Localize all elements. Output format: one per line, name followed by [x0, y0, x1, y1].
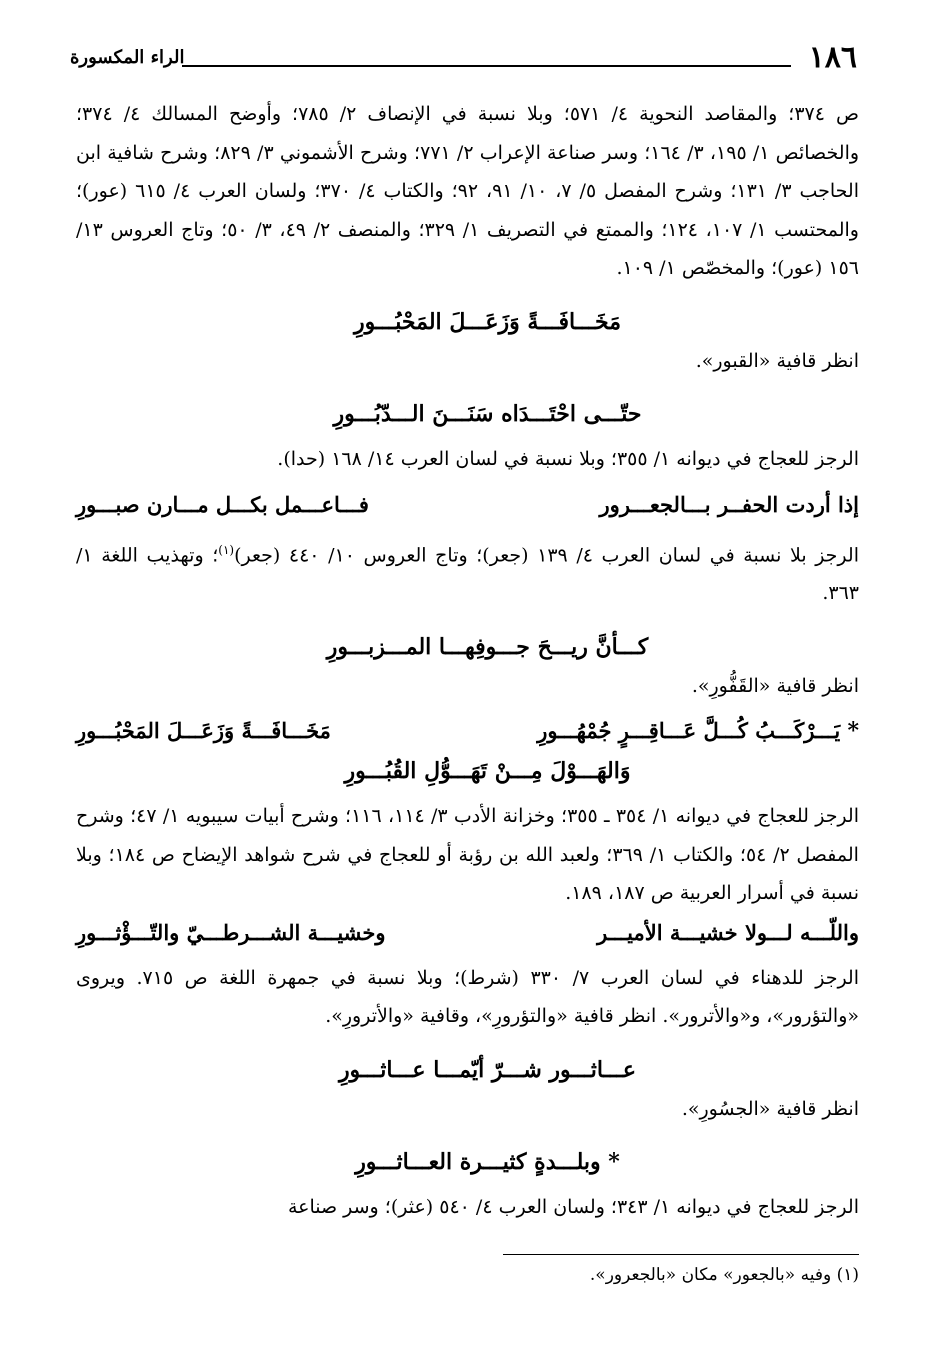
verse-line: مَخَـــافَـــةً وَزَعَـــلَ المَحْبُـــورِ: [353, 308, 622, 335]
reference-paragraph: ص ٣٧٤؛ والمقاصد النحوية ٤/ ٥٧١؛ وبلا نسبة في الإنصاف ٢/ ٧٨٥؛ وأوضح المسالك ٤/ ٣٧٤؛ والخصائص ١/ ١٩٥، ٣/ ١٦٤؛ وسر صناعة الإعراب ٢/ ٧٧١؛ وشرح الأشموني ٣/ ٨٢٩؛ وشرح شافية ابن الحاجب ٣/ ١٣١؛ وشرح المفصل ٥/ ٧، ١٠/ ٩١، ٩٢؛ والكتاب ٤/ ٣٧٠؛ ولسان العرب ٤/ ٦١٥ (عور)؛ والمحتسب ١/ ١٠٧، ١٢٤؛ والممتع في التصريف ١/ ٣٢٩؛ والمنصف ٢/ ٤٩، ٣/ ٥٠؛ وتاج العروس ١٣/ ١٥٦ (عور)؛ والمخصّص ١/ ١٠٩.: [76, 103, 860, 279]
star-marker: *: [847, 718, 859, 745]
verse-couplet: [76, 711, 859, 751]
footnote-rule: [503, 1254, 859, 1255]
verse-text: وبلـــدةٍ كثيـــرة العـــاثـــورِ: [355, 1149, 601, 1176]
reference-paragraph: الرجز للعجاج في ديوانه ١/ ٣٤٣؛ ولسان العرب ٤/ ٥٤٠ (عثر)؛ وسر صناعة: [287, 1196, 859, 1219]
verse-couplet: [76, 913, 859, 953]
verse-line: وَالهَـــوْلَ مِـــنْ تَهَـــوُّلِ القُبُـــورِ: [344, 758, 631, 785]
footnote-marker: (١): [218, 542, 235, 557]
reference-paragraph: الرجز للدهناء في لسان العرب ٧/ ٣٣٠ (شرط)؛ وبلا نسبة في جمهرة اللغة ص ٧١٥. ويروى «والتؤرور»، و«والأترور». انظر قافية «والتؤرورِ»، وقافية «والأترورِ».: [76, 966, 859, 1028]
verse-hemistich-second: مَخَـــافَـــةً وَزَعَـــلَ المَحْبُـــورِ: [76, 718, 331, 744]
running-title: الراء المكسورة: [70, 47, 185, 68]
verse-line: حتّـــى احْتَـــدَاه سَنَـــنَ الـــدّبُـــورِ: [333, 401, 642, 427]
verse-couplet: [76, 485, 859, 525]
page-number: ١٨٦: [808, 40, 857, 75]
verse-text: يَـــرْكَـــبُ كُـــلَّ عَـــاقِـــرٍ جُمْهُـــورِ: [537, 718, 841, 744]
page-body: [76, 95, 859, 1227]
footnote: (١) وفيه «بالجعور» مكان «بالجعرور».: [589, 1265, 859, 1285]
reference-paragraph: الرجز للعجاج في ديوانه ١/ ٣٥٥؛ وبلا نسبة في لسان العرب ١٤/ ١٦٨ (حدا).: [277, 448, 859, 470]
reference-paragraph: الرجز للعجاج في ديوانه ١/ ٣٥٤ ـ ٣٥٥؛ وخزانة الأدب ٣/ ١١٤، ١١٦؛ وشرح أبيات سيبويه ١/ ٤٧؛ وشرح المفصل ٢/ ٥٤؛ والكتاب ١/ ٣٦٩؛ ولعبد الله بن رؤبة أو للعجاج في شرح شواهد الإيضاح ص ١٨٤؛ وبلا نسبة في أسرار العربية ص ١٨٧، ١٨٩.: [76, 805, 859, 905]
verse-line: كـــأنَّ ريـــحَ جـــوفِهـــا المـــزبـــورِ: [326, 633, 649, 660]
page-header: [70, 38, 857, 78]
star-marker: *: [608, 1149, 620, 1176]
reference-text: ؛ وتهذيب اللغة ١/ ٣٦٣.: [76, 543, 859, 605]
cross-reference: انظر قافية «الجسُورِ».: [681, 1097, 859, 1120]
header-rule: [182, 65, 791, 67]
verse-line: [76, 1142, 859, 1182]
verse-line: عـــاثـــور شـــرّ أيّمـــا عـــاثـــورِ: [338, 1056, 637, 1083]
reference-text: الرجز بلا نسبة في لسان العرب ٤/ ١٣٩ (جعر)؛ وتاج العروس ١٠/ ٤٤٠ (جعر): [234, 543, 859, 566]
cross-reference: انظر قافية «القَفُّورِ».: [691, 674, 859, 697]
verse-hemistich-second: فـــاعـــمل بكـــل مـــارن صبـــورِ: [76, 491, 369, 517]
cross-reference: انظر قافية «القبور».: [695, 349, 859, 372]
verse-hemistich-second: وخشيـــة الشـــرطـــيّ والتّـــؤْثـــورِ: [76, 919, 386, 945]
verse-hemistich-first: إذا أردت الحفــر بـــالجعـــرور: [599, 491, 859, 517]
verse-hemistich-first: [537, 711, 859, 751]
verse-hemistich-first: واللّـــه لـــولا خشيـــة الأميـــر: [597, 919, 859, 945]
reference-paragraph: [76, 531, 859, 613]
